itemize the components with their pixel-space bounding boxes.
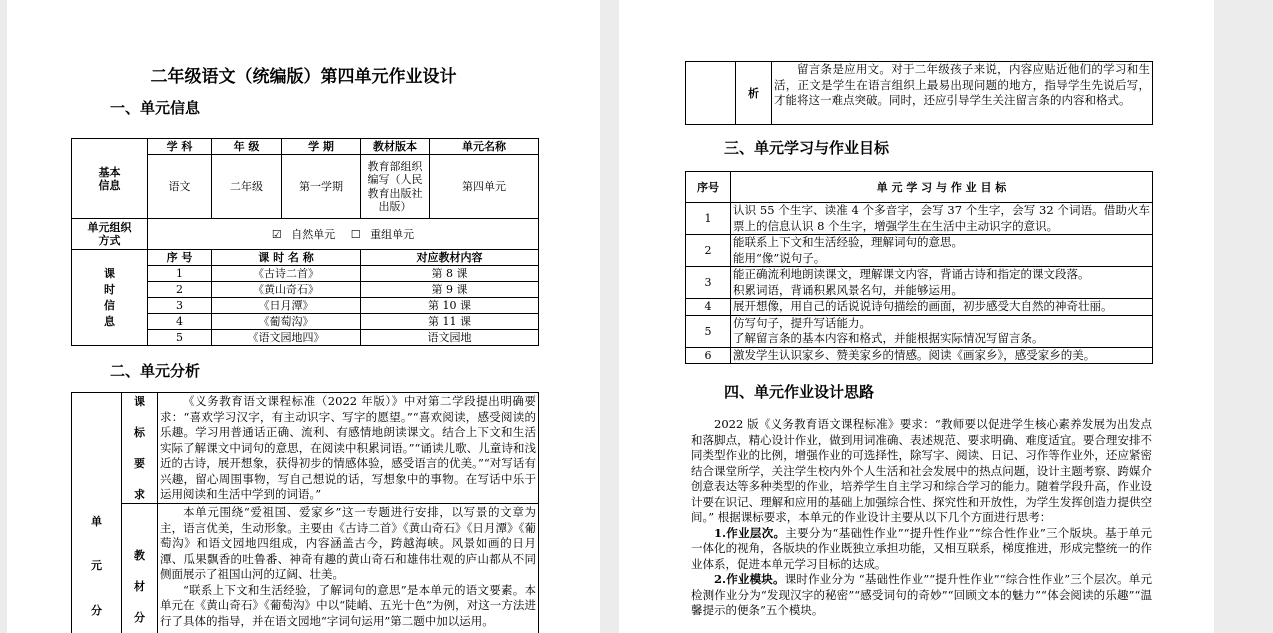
- value-unit-name: 第四单元: [430, 155, 539, 219]
- lesson-no: 1: [148, 266, 212, 282]
- value-textbook: 教育部组织编写（人民教育出版社出版）: [361, 155, 430, 219]
- goal-no: 6: [686, 347, 731, 364]
- lesson-content: 第 9 课: [361, 282, 539, 298]
- org-method-options: [148, 219, 539, 250]
- table-row: [686, 203, 1153, 235]
- section-heading-learning-goals: 三、单元学习与作业目标: [724, 139, 890, 157]
- design-point-1: 1.作业层次。主要分为“基础性作业”“提升性作业”“综合性作业”三个版块。基于单元一体化的视角，各版块的作业既独立承担功能，又相互联系，梯度推进，形成完整统一的作业体系，促进本单元学习目标的达成。: [691, 525, 1152, 571]
- goal-no: 5: [686, 315, 731, 347]
- goal-no: 4: [686, 299, 731, 316]
- goal-text: 认识 55 个生字、读准 4 个多音字，会写 37 个生字，会写 32 个词语。借助火车票上的信息认识 8 个生字，增强学生在生活中主动识字的意识。: [731, 203, 1153, 235]
- analysis-continued-table: [685, 61, 1153, 125]
- continued-row-label: 析: [736, 62, 772, 125]
- lesson-no: 3: [148, 298, 212, 314]
- value-subject: 语文: [148, 155, 212, 219]
- curriculum-requirements-text: 《义务教育语文课程标准（2022 年版）》中对第二学段提出明确要求：“喜欢学习汉字，有主动识字、写字的愿望。”“喜欢阅读，感受阅读的乐趣。学习用普通话正确、流利、有感情地朗读课文。结合上下文和生活实际了解课文中词句的意思，在阅读中积累词语。”“诵读儿歌、儿童诗和浅近的古诗，展开想象，获得初步的情感体验，感受语言的优美。”“对写话有兴趣，留心周围事物，写自己想说的话，写想象中的事物。在写话中乐于运用阅读和生活中学到的词语。”: [158, 393, 539, 504]
- value-grade: 二年级: [212, 155, 282, 219]
- goal-no: 1: [686, 203, 731, 235]
- lesson-name: 《古诗二首》: [212, 266, 361, 282]
- section-heading-unit-info: 一、单元信息: [110, 99, 201, 117]
- basic-info-label: 基本信息: [72, 139, 148, 219]
- table-row: [686, 235, 1153, 267]
- header-term: 学 期: [282, 139, 361, 155]
- lesson-no: 4: [148, 314, 212, 330]
- goal-no: 2: [686, 235, 731, 267]
- document-title: 二年级语文（统编版）第四单元作业设计: [150, 67, 457, 87]
- header-grade: 年 级: [212, 139, 282, 155]
- section-heading-design-approach: 四、单元作业设计思路: [724, 383, 875, 401]
- lesson-content: 第 8 课: [361, 266, 539, 282]
- lesson-header-name: 课 时 名 称: [212, 250, 361, 266]
- header-subject: 学 科: [148, 139, 212, 155]
- design-approach-body: [691, 417, 1152, 619]
- design-point-2: 2.作业模块。课时作业分为 “基础性作业”“提升性作业”“综合性作业”三个层次。单元检测作业分为“发现汉字的秘密”“感受词句的奇妙”“回顾文本的魅力”“体会阅读的乐趣”“温馨提示的便条”五个模块。: [691, 572, 1152, 617]
- textbook-analysis-text: 本单元围绕“爱祖国、爱家乡”这一专题进行安排，以写景的文章为主，语言优美，生动形象。主要由《古诗二首》《黄山奇石》《日月潭》《葡萄沟》和语文园地四组成，内容涵盖古今，跨越海峡。风景如画的日月潭、瓜果飘香的吐鲁番、神奇有趣的黄山奇石和雄伟壮观的庐山都从不同侧面展示了祖国山河的辽阔、壮美。 “联系上下文和生活经验，了解词句的意思”是本单元的语文要素。本单元在《黄山奇石》《葡萄沟》中以“陡峭、五光十色”为例，对这一方法进行了具体的指导，并在语文园地“字词句运用”第二题中加以运用。: [158, 504, 539, 633]
- continued-side-cell: [686, 62, 736, 125]
- lesson-header-content: 对应教材内容: [361, 250, 539, 266]
- textbook-analysis-label: 教 材 分: [122, 504, 158, 633]
- learning-goals-table: [685, 171, 1153, 364]
- lesson-header-no: 序 号: [148, 250, 212, 266]
- goals-header-no: 序号: [686, 172, 731, 203]
- document-page-1: [7, 0, 600, 633]
- natural-unit-label: 自然单元: [291, 227, 336, 241]
- unit-info-table: [71, 138, 539, 346]
- table-row: [686, 315, 1153, 347]
- unit-analysis-table: [71, 392, 539, 633]
- goals-header-goal: 单 元 学 习 与 作 业 目 标: [731, 172, 1153, 203]
- lesson-no: 5: [148, 330, 212, 346]
- message-note-analysis-text: 留言条是应用文。对于二年级孩子来说，内容应贴近他们的学习和生活，正文是学生在语言组织上最易出现问题的地方，指导学生先说后写，才能将这一难点突破。同时，还应引导学生关注留言条的内容和格式。: [772, 62, 1153, 125]
- goal-text: 能联系上下文和生活经验，理解词句的意思。 能用“像”说句子。: [731, 235, 1153, 267]
- regroup-unit-label: 重组单元: [370, 227, 415, 241]
- curriculum-requirements-label: 课 标 要 求: [122, 393, 158, 504]
- table-row: [686, 299, 1153, 316]
- value-term: 第一学期: [282, 155, 361, 219]
- goal-text: 激发学生认识家乡、赞美家乡的情感。阅读《画家乡》，感受家乡的美。: [731, 347, 1153, 364]
- lesson-name: 《语文园地四》: [212, 330, 361, 346]
- header-unit-name: 单元名称: [430, 139, 539, 155]
- design-intro-paragraph: 2022 版《义务教育语文课程标准》要求：“教师要以促进学生核心素养发展为出发点和落脚点，精心设计作业，做到用词准确、表述规范、要求明确、难度适宜。要合理安排不同类型作业的比例，增强作业的可选择性，除写字、阅读、日记、习作等作业外，还应紧密结合课堂所学，关注学生校内外个人生活和社会发展中的热点问题，设计主题考察、跨媒介创意表达等多种类型的作业，培养学生自主学习和综合学习的能力。随着学段升高，作业设计要在识记、理解和应用的基础上加强综合性、探究性和开放性，为学生发挥创造力提供空间。” 根据课标要求，本单元的作业设计主要从以下几个方面进行思考：: [691, 417, 1152, 524]
- natural-unit-checkbox[interactable]: ☑: [271, 227, 282, 241]
- org-method-label: 单元组织方式: [72, 219, 148, 250]
- analysis-side-label: 单 元 分: [72, 393, 122, 633]
- goal-no: 3: [686, 267, 731, 299]
- goal-text: 展开想像，用自己的话说说诗句描绘的画面，初步感受大自然的神奇壮丽。: [731, 299, 1153, 316]
- regroup-unit-checkbox[interactable]: ☐: [350, 227, 361, 241]
- lesson-name: 《葡萄沟》: [212, 314, 361, 330]
- header-textbook: 教材版本: [361, 139, 430, 155]
- document-page-2: [619, 0, 1214, 633]
- table-row: [686, 267, 1153, 299]
- lesson-content: 第 11 课: [361, 314, 539, 330]
- section-heading-unit-analysis: 二、单元分析: [110, 362, 201, 380]
- lesson-content: 第 10 课: [361, 298, 539, 314]
- lesson-content: 语文园地: [361, 330, 539, 346]
- table-row: [686, 347, 1153, 364]
- lesson-name: 《黄山奇石》: [212, 282, 361, 298]
- lesson-name: 《日月潭》: [212, 298, 361, 314]
- lesson-no: 2: [148, 282, 212, 298]
- goal-text: 仿写句子，提升写话能力。 了解留言条的基本内容和格式，并能根据实际情况写留言条。: [731, 315, 1153, 347]
- goal-text: 能正确流利地朗读课文，理解课文内容，背诵古诗和指定的课文段落。 积累词语，背诵积累风景名句，并能够运用。: [731, 267, 1153, 299]
- lesson-info-label: 课时信息: [72, 250, 148, 346]
